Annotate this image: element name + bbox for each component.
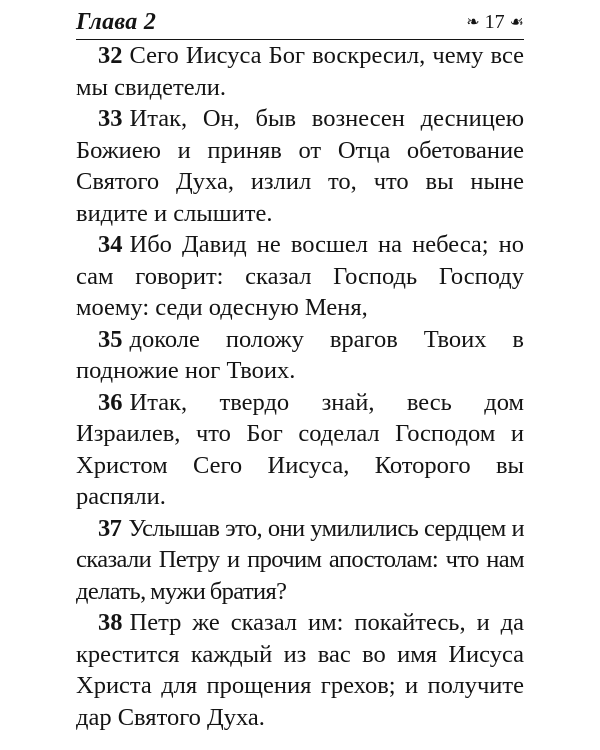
verse-text: доколе положу врагов Твоих в подножие ног Твоих. [76, 325, 524, 384]
verse-38 [76, 607, 524, 733]
verse-36 [76, 387, 524, 513]
page-header [76, 8, 524, 42]
ornament-right-icon: ☙ [509, 14, 524, 31]
verse-37 [76, 513, 524, 608]
verse-34 [76, 229, 524, 324]
page-number: 17 [484, 11, 505, 33]
page-number-block [466, 10, 524, 35]
verse-number: 37 [98, 514, 122, 542]
verse-number: 34 [98, 231, 123, 258]
verse-text: Сего Иисуса Бог воскресил, чему все мы свидетели. [76, 42, 524, 101]
verse-text: Итак, Он, быв вознесен десницею Божиею и приняв от Отца обетование Святого Духа, излил то, что вы ныне видите и слышите. [76, 105, 524, 227]
verse-33 [76, 103, 524, 229]
verse-32 [76, 40, 524, 103]
verse-text: Итак, твердо знай, весь дом Израилев, что Бог соделал Господом и Христом Сего Иисуса, Которого вы распяли. [76, 388, 524, 510]
verse-number: 33 [98, 105, 123, 132]
verse-number: 35 [98, 325, 123, 353]
verse-number: 36 [98, 388, 123, 416]
verse-text: Услышав это, они умилились сердцем и сказали Петру и прочим апостолам: что нам делать, мужи братия? [76, 514, 524, 605]
verse-number: 32 [98, 42, 123, 69]
verse-text: Петр же сказал им: покайтесь, и да крестится каждый из вас во имя Иисуса Христа для прощения грехов; и получите дар Святого Духа. [76, 609, 524, 731]
ornament-left-icon: ❧ [466, 14, 480, 31]
verse-number: 38 [98, 609, 123, 636]
verse-35 [76, 324, 524, 387]
verse-text: Ибо Давид не восшел на небеса; но сам говорит: сказал Господь Господу моему: седи одесную Меня, [76, 231, 524, 321]
chapter-title: Глава 2 [76, 9, 157, 35]
verse-list [76, 40, 524, 733]
